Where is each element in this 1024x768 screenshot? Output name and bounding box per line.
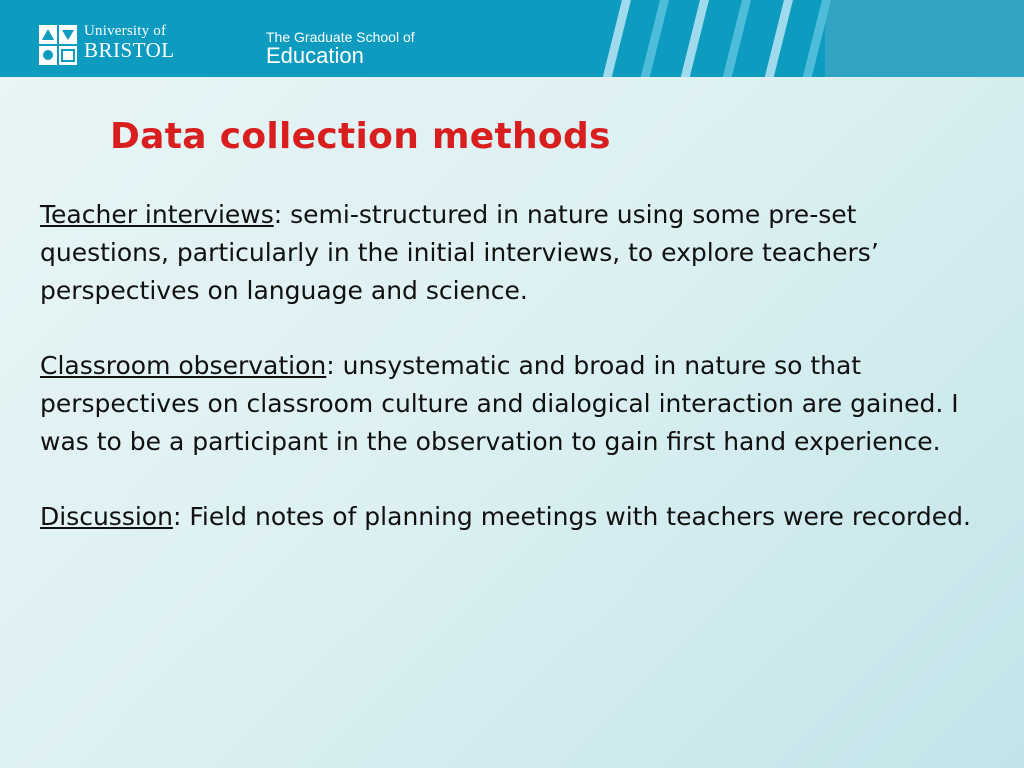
slide-title: Data collection methods — [110, 116, 611, 157]
university-name-line1: University of — [84, 23, 167, 39]
decorative-stripe — [638, 0, 672, 77]
method-description: : semi-structured in nature using some pre-set questions, particularly in the initial interviews, to explore teachers’ perspectives on language and science. — [40, 200, 879, 305]
university-name-line2: BRISTOL — [84, 38, 175, 62]
slide-content — [40, 196, 980, 573]
header-banner — [0, 0, 1024, 77]
method-paragraph — [40, 196, 980, 310]
method-description: : Field notes of planning meetings with teachers were recorded. — [172, 502, 971, 531]
university-crest-icon — [38, 24, 78, 66]
method-term: Teacher interviews — [40, 200, 274, 229]
decorative-stripe — [600, 0, 634, 77]
method-paragraph — [40, 347, 980, 461]
school-name-line1: The Graduate School of — [266, 29, 415, 45]
method-term: Classroom observation — [40, 351, 327, 380]
decorative-stripe — [678, 0, 712, 77]
method-description: : unsystematic and broad in nature so that perspectives on classroom culture and dialogical interaction are gained. I was to be a participant in the observation to gain first hand experience. — [40, 351, 959, 456]
header-right-panel — [825, 0, 1024, 77]
method-term: Discussion — [40, 502, 173, 531]
university-name — [84, 24, 175, 61]
decorative-stripe — [720, 0, 754, 77]
method-paragraph — [40, 498, 980, 536]
decorative-stripe — [762, 0, 796, 77]
school-name-line2: Education — [266, 43, 364, 68]
school-name — [266, 30, 415, 67]
